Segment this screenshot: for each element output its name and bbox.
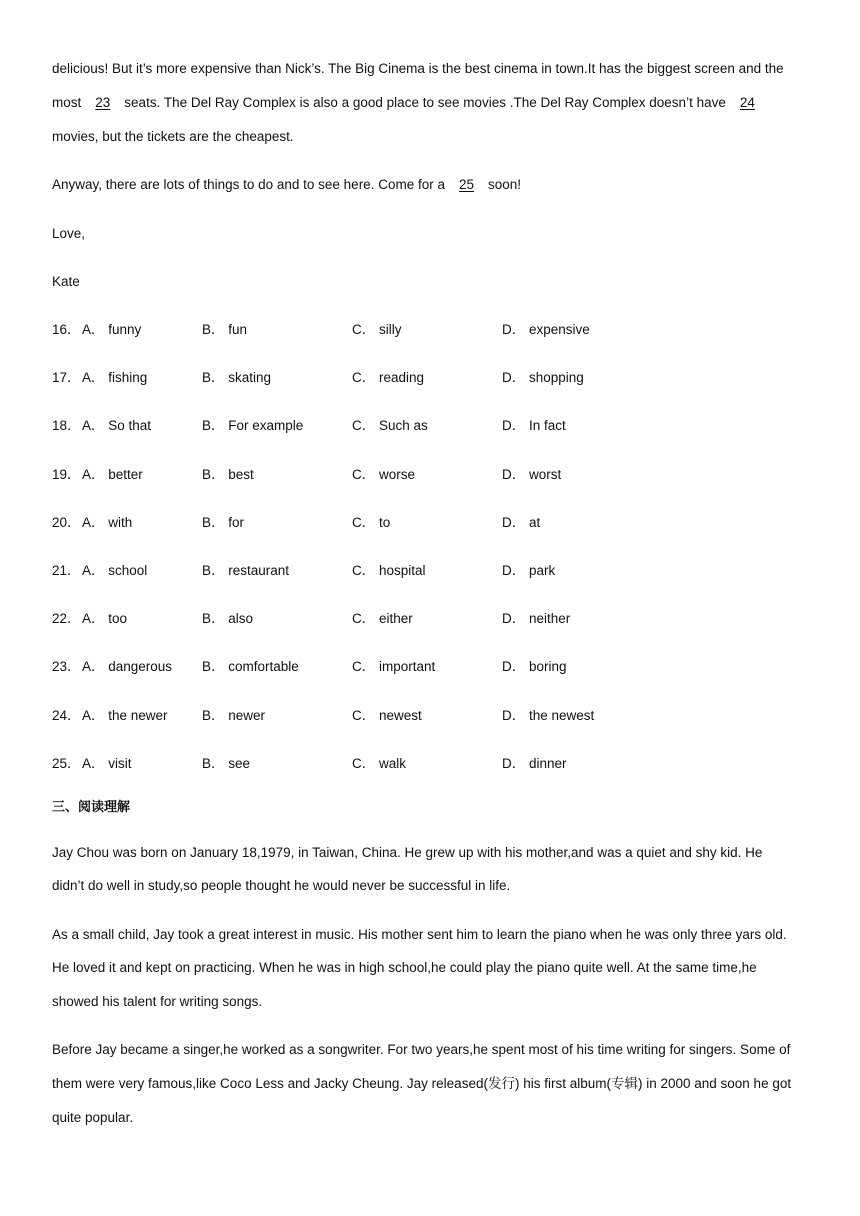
option-b: B． restaurant [202,563,290,578]
question-number: 16． [52,322,81,337]
option-c: C． Such as [352,418,428,433]
passage-line: showed his talent for writing songs. [52,994,263,1009]
option-d: D． expensive [502,322,590,337]
option-d: D． at [502,515,541,530]
letter-line-1: delicious! But it’s more expensive than Nick’s. The Big Cinema is the best cinema in town.It has the biggest screen and the [52,61,784,76]
blank-25: 25 [458,177,475,192]
option-c: C． either [352,611,413,626]
passage-line: He loved it and kept on practicing. When he was in high school,he could play the piano quite well. At the same time,he [52,960,757,975]
option-d: D． neither [502,611,571,626]
option-c: C． reading [352,370,425,385]
option-b: B． newer [202,708,266,723]
question-number: 23． [52,659,81,674]
option-a: A． better [82,467,143,482]
option-a: A． dangerous [82,659,173,674]
option-d: D． In fact [502,418,566,433]
option-c: C． important [352,659,436,674]
option-d: D． dinner [502,756,567,771]
question-number: 20． [52,515,81,530]
letter-signature: Kate [52,274,80,289]
letter-text: most [52,95,82,110]
option-a: A． too [82,611,128,626]
question-number: 25． [52,756,81,771]
option-a: A． visit [82,756,132,771]
section-title: 三、阅读理解 [52,800,131,815]
letter-line-3: movies, but the tickets are the cheapest. [52,129,294,144]
option-b: B． see [202,756,251,771]
letter-closing: Love, [52,226,86,241]
option-b: B． skating [202,370,272,385]
blank-24: 24 [739,95,755,110]
option-a: A． school [82,563,148,578]
option-c: C． walk [352,756,407,771]
letter-line-4 [52,175,521,195]
question-number: 18． [52,418,81,433]
option-c: C． hospital [352,563,426,578]
option-d: D． worst [502,467,562,482]
option-c: C． silly [352,322,402,337]
letter-text: Anyway, there are lots of things to do and to see here. Come for a [52,177,445,192]
passage-line: As a small child, Jay took a great interest in music. His mother sent him to learn the piano when he was only three yars old. [52,927,787,942]
option-a: A． the newer [82,708,168,723]
option-d: D． the newest [502,708,595,723]
option-b: B． best [202,467,254,482]
question-number: 24． [52,708,81,723]
question-number: 17． [52,370,81,385]
letter-line-2 [52,93,769,113]
letter-text: soon! [488,177,522,192]
option-c: C． newest [352,708,422,723]
option-d: D． shopping [502,370,584,385]
question-number: 21． [52,563,81,578]
option-b: B． For example [202,418,304,433]
passage-line: didn’t do well in study,so people thought he would never be successful in life. [52,878,511,893]
option-b: B． also [202,611,254,626]
option-c: C． to [352,515,391,530]
option-b: B． for [202,515,245,530]
option-a: A． So that [82,418,152,433]
option-b: B． comfortable [202,659,299,674]
option-b: B． fun [202,322,248,337]
question-number: 19． [52,467,81,482]
option-a: A． with [82,515,133,530]
passage-line: Before Jay became a singer,he worked as a songwriter. For two years,he spent most of his time writing for singers. Some of [52,1042,791,1057]
option-a: A． fishing [82,370,148,385]
option-d: D． boring [502,659,567,674]
option-a: A． funny [82,322,142,337]
passage-line: quite popular. [52,1110,134,1125]
option-d: D． park [502,563,556,578]
letter-text: seats. The Del Ray Complex is also a good place to see movies .The Del Ray Complex doesn’t have [124,95,726,110]
passage-line: Jay Chou was born on January 18,1979, in Taiwan, China. He grew up with his mother,and was a quiet and shy kid. He [52,845,763,860]
question-number: 22． [52,611,81,626]
option-c: C． worse [352,467,416,482]
blank-23: 23 [95,95,111,110]
passage-line: them were very famous,like Coco Less and Jacky Cheung. Jay released(发行) his first album(专辑) in 2000 and soon he got [52,1076,792,1091]
